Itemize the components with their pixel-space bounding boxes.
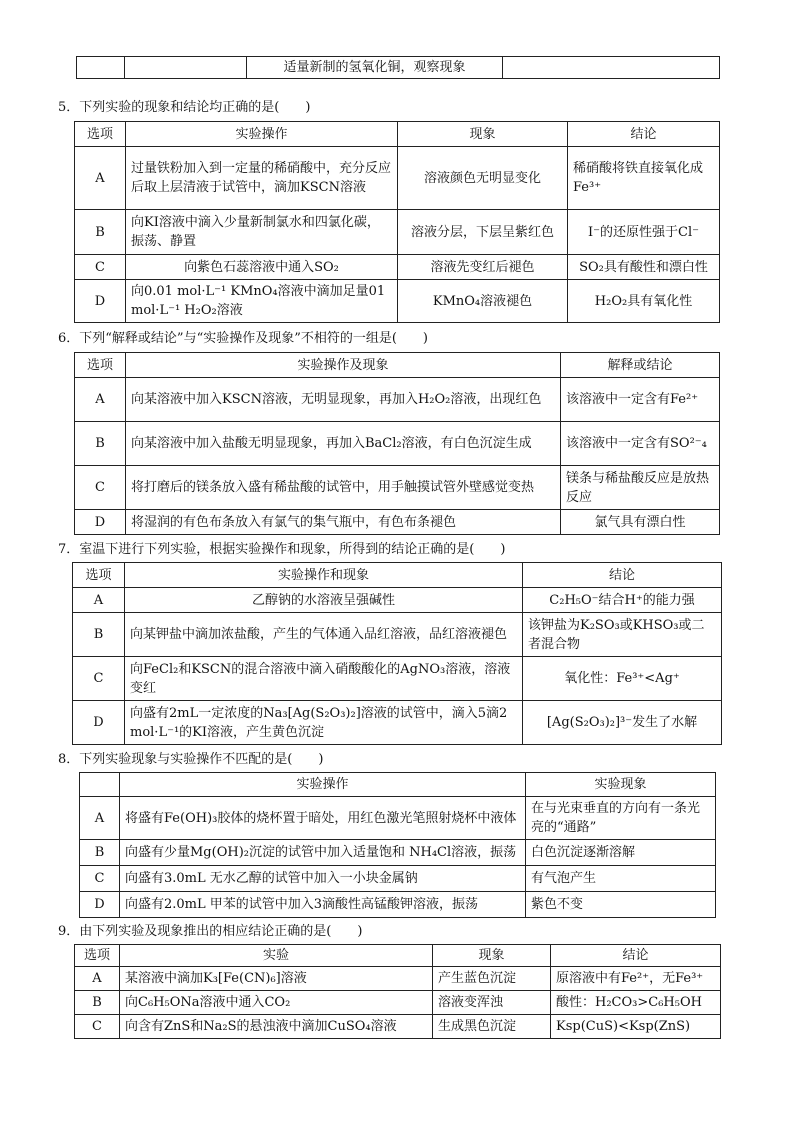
header-cell: 结论 (551, 945, 721, 967)
header-cell: 实验操作及现象 (126, 353, 561, 378)
question-6-table (74, 352, 720, 535)
cell: A (80, 797, 120, 840)
table-row (80, 797, 716, 840)
cell: C₂H₅O⁻结合H⁺的能力强 (523, 588, 722, 613)
table-row (80, 892, 716, 918)
header-cell: 结论 (523, 563, 722, 588)
table-header-row (80, 773, 716, 797)
header-cell: 实验操作 (120, 773, 526, 797)
table-row (77, 57, 720, 79)
cell: D (75, 280, 126, 323)
cell: B (75, 210, 126, 255)
header-cell: 选项 (73, 563, 125, 588)
header-cell: 选项 (75, 353, 126, 378)
question-6-stem: 6．下列“解释或结论”与“实验操作及现象”不相符的一组是( ) (58, 331, 428, 346)
cell: 产生蓝色沉淀 (433, 967, 551, 991)
cell: 该钾盐为K₂SO₃或KHSO₃或二者混合物 (523, 613, 722, 657)
cell: 将盛有Fe(OH)₃胶体的烧杯置于暗处，用红色激光笔照射烧杯中液体 (120, 797, 526, 840)
table-row (75, 1015, 721, 1039)
cell: 溶液变浑浊 (433, 991, 551, 1015)
top-table (76, 56, 720, 79)
cell: A (75, 967, 120, 991)
header-cell: 实验现象 (526, 773, 716, 797)
cell: C (75, 466, 126, 510)
cell: 将湿润的有色布条放入有氯气的集气瓶中，有色布条褪色 (126, 510, 561, 535)
cell: D (80, 892, 120, 918)
cell: 向盛有少量Mg(OH)₂沉淀的试管中加入适量饱和 NH₄Cl溶液，振荡 (120, 840, 526, 866)
cell: B (73, 613, 125, 657)
cell: 某溶液中滴加K₃[Fe(CN)₆]溶液 (120, 967, 433, 991)
cell: B (80, 840, 120, 866)
table-row (80, 840, 716, 866)
cell: 向0.01 mol·L⁻¹ KMnO₄溶液中滴加足量01 mol·L⁻¹ H₂O₂溶液 (126, 280, 398, 323)
cell: C (80, 866, 120, 892)
question-5-stem: 5．下列实验的现象和结论均正确的是( ) (58, 100, 311, 115)
cell (125, 57, 247, 79)
question-8-table (79, 772, 716, 918)
cell: 有气泡产生 (526, 866, 716, 892)
table-row (75, 991, 721, 1015)
table-row (75, 510, 720, 535)
cell: 向某溶液中加入盐酸无明显现象，再加入BaCl₂溶液，有白色沉淀生成 (126, 422, 561, 466)
cell: C (75, 255, 126, 280)
cell (503, 57, 720, 79)
cell (77, 57, 125, 79)
cell: 生成黑色沉淀 (433, 1015, 551, 1039)
table-row (73, 701, 722, 745)
cell: 在与光束垂直的方向有一条光亮的“通路” (526, 797, 716, 840)
table-header-row (75, 122, 720, 147)
header-cell: 现象 (433, 945, 551, 967)
cell: 向FeCl₂和KSCN的混合溶液中滴入硝酸酸化的AgNO₃溶液，溶液变红 (125, 657, 523, 701)
cell: 原溶液中有Fe²⁺，无Fe³⁺ (551, 967, 721, 991)
cell: B (75, 991, 120, 1015)
cell: 镁条与稀盐酸反应是放热反应 (561, 466, 720, 510)
cell: 溶液先变红后褪色 (398, 255, 568, 280)
table-row (75, 255, 720, 280)
cell: D (73, 701, 125, 745)
cell: 紫色不变 (526, 892, 716, 918)
header-cell: 解释或结论 (561, 353, 720, 378)
header-cell: 现象 (398, 122, 568, 147)
cell: 向C₆H₅ONa溶液中通入CO₂ (120, 991, 433, 1015)
cell: A (75, 147, 126, 210)
cell: B (75, 422, 126, 466)
cell: 白色沉淀逐渐溶解 (526, 840, 716, 866)
table-header-row (73, 563, 722, 588)
cell: 氯气具有漂白性 (561, 510, 720, 535)
table-header-row (75, 353, 720, 378)
cell: 乙醇钠的水溶液呈强碱性 (125, 588, 523, 613)
header-cell: 实验 (120, 945, 433, 967)
cell: 向某溶液中加入KSCN溶液，无明显现象，再加入H₂O₂溶液，出现红色 (126, 378, 561, 422)
cell: H₂O₂具有氧化性 (568, 280, 720, 323)
cell: 酸性：H₂CO₃>C₆H₅OH (551, 991, 721, 1015)
cell: D (75, 510, 126, 535)
header-cell: 选项 (75, 945, 120, 967)
cell: 氧化性：Fe³⁺<Ag⁺ (523, 657, 722, 701)
cell: 向盛有2mL一定浓度的Na₃[Ag(S₂O₃)₂]溶液的试管中，滴入5滴2 mol·L⁻¹的KI溶液，产生黄色沉淀 (125, 701, 523, 745)
question-8-stem: 8．下列实验现象与实验操作不匹配的是( ) (58, 752, 324, 767)
header-cell: 实验操作和现象 (125, 563, 523, 588)
cell: 适量新制的氢氧化铜，观察现象 (247, 57, 503, 79)
cell: 向某钾盐中滴加浓盐酸，产生的气体通入品红溶液，品红溶液褪色 (125, 613, 523, 657)
cell: C (75, 1015, 120, 1039)
question-5-table (74, 121, 720, 323)
table-header-row (75, 945, 721, 967)
cell: 将打磨后的镁条放入盛有稀盐酸的试管中，用手触摸试管外壁感觉变热 (126, 466, 561, 510)
cell: SO₂具有酸性和漂白性 (568, 255, 720, 280)
cell: 该溶液中一定含有Fe²⁺ (561, 378, 720, 422)
cell: 过量铁粉加入到一定量的稀硝酸中，充分反应后取上层清液于试管中，滴加KSCN溶液 (126, 147, 398, 210)
cell: A (73, 588, 125, 613)
table-row (73, 657, 722, 701)
cell: 向盛有2.0mL 甲苯的试管中加入3滴酸性高锰酸钾溶液，振荡 (120, 892, 526, 918)
cell: 稀硝酸将铁直接氧化成Fe³⁺ (568, 147, 720, 210)
table-row (75, 280, 720, 323)
table-row (75, 422, 720, 466)
cell: 该溶液中一定含有SO²⁻₄ (561, 422, 720, 466)
question-9-table (74, 944, 721, 1039)
table-row (75, 466, 720, 510)
table-row (75, 378, 720, 422)
cell: 溶液颜色无明显变化 (398, 147, 568, 210)
header-cell: 选项 (75, 122, 126, 147)
table-row (80, 866, 716, 892)
cell: 溶液分层，下层呈紫红色 (398, 210, 568, 255)
question-7-table (72, 562, 722, 745)
header-cell: 实验操作 (126, 122, 398, 147)
question-7-stem: 7．室温下进行下列实验，根据实验操作和现象，所得到的结论正确的是( ) (58, 542, 506, 557)
question-9-stem: 9．由下列实验及现象推出的相应结论正确的是( ) (58, 924, 363, 939)
cell: KMnO₄溶液褪色 (398, 280, 568, 323)
cell: 向紫色石蕊溶液中通入SO₂ (126, 255, 398, 280)
header-cell (80, 773, 120, 797)
cell: [Ag(S₂O₃)₂]³⁻发生了水解 (523, 701, 722, 745)
table-row (75, 967, 721, 991)
table-row (73, 588, 722, 613)
cell: 向KI溶液中滴入少量新制氯水和四氯化碳，振荡、静置 (126, 210, 398, 255)
cell: 向盛有3.0mL 无水乙醇的试管中加入一小块金属钠 (120, 866, 526, 892)
table-row (75, 147, 720, 210)
header-cell: 结论 (568, 122, 720, 147)
table-row (75, 210, 720, 255)
cell: Ksp(CuS)<Ksp(ZnS) (551, 1015, 721, 1039)
cell: C (73, 657, 125, 701)
cell: 向含有ZnS和Na₂S的悬浊液中滴加CuSO₄溶液 (120, 1015, 433, 1039)
table-row (73, 613, 722, 657)
cell: A (75, 378, 126, 422)
cell: I⁻的还原性强于Cl⁻ (568, 210, 720, 255)
